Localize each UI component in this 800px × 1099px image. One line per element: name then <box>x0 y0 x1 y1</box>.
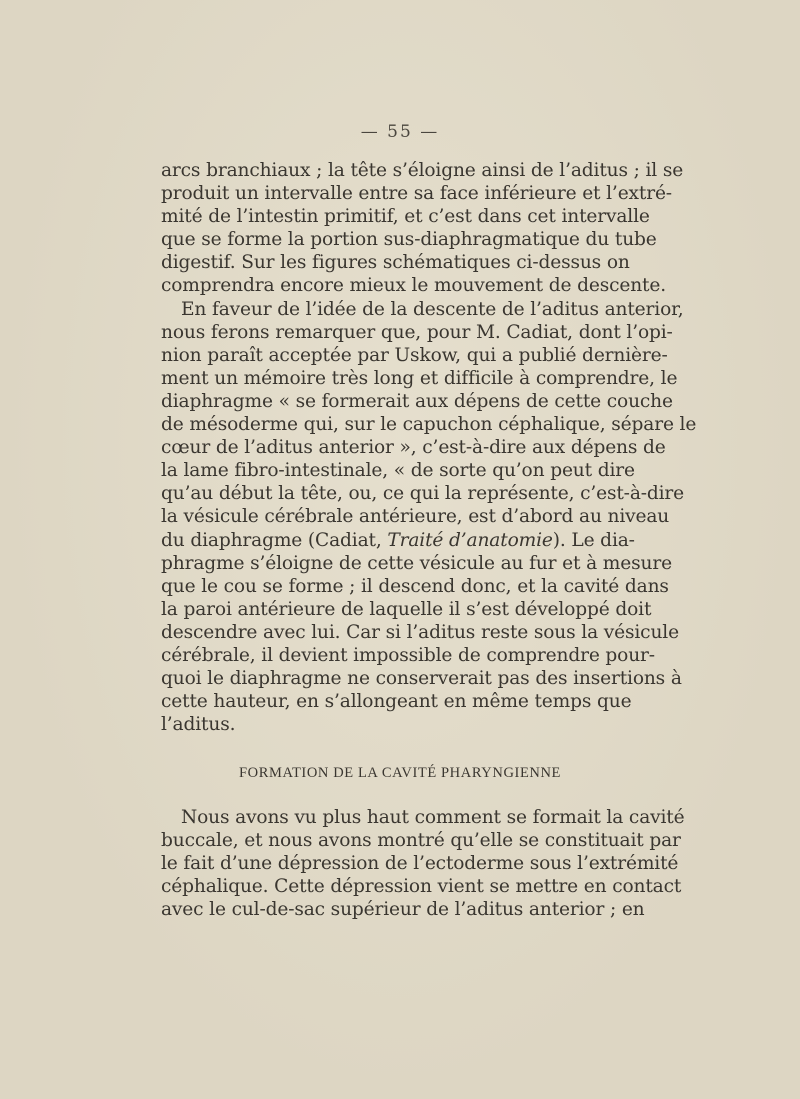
text-line: digestif. Sur les figures schématiques ci-dessus on <box>161 252 630 274</box>
text-line: qu’au début la tête, ou, ce qui la représente, c’est-à-dire <box>161 483 685 505</box>
text-line: avec le cul-de-sac supérieur de l’aditus anterior ; en <box>161 899 645 921</box>
text-line: cœur de l’aditus anterior », c’est-à-dire aux dépens de <box>161 437 666 459</box>
text-line: que se forme la portion sus-diaphragmatique du tube <box>161 229 657 251</box>
text-line: descendre avec lui. Car si l’aditus reste sous la vésicule <box>161 621 679 643</box>
text-line: mité de l’intestin primitif, et c’est dans cet intervalle <box>161 206 650 228</box>
text-line: nous ferons remarquer que, pour M. Cadiat, dont l’opi- <box>161 321 673 343</box>
text-line: phragme s’éloigne de cette vésicule au fur et à mesure <box>161 552 672 574</box>
text-line: céphalique. Cette dépression vient se mettre en contact <box>161 876 682 898</box>
text-line: cérébrale, il devient impossible de comprendre pour- <box>161 644 655 666</box>
text-line: l’aditus. <box>161 714 236 736</box>
body-text-bottom <box>161 806 685 921</box>
text-line-citation <box>161 529 635 552</box>
citation-after: ). Le dia- <box>552 529 635 551</box>
text-line: diaphragme « se formerait aux dépens de cette couche <box>161 390 673 412</box>
text-line: Nous avons vu plus haut comment se formait la cavité <box>181 807 685 828</box>
text-line: buccale, et nous avons montré qu’elle se constituait par <box>161 830 681 852</box>
citation-before: du diaphragme (Cadiat, <box>161 529 388 551</box>
text-line: le fait d’une dépression de l’ectoderme sous l’extrémité <box>161 853 679 875</box>
text-line: ment un mémoire très long et difficile à comprendre, le <box>161 367 678 389</box>
citation-title: Traité d’anatomie <box>387 529 553 551</box>
text-line: arcs branchiaux ; la tête s’éloigne ainsi de l’aditus ; il se <box>161 160 684 181</box>
page-number: — 55 — <box>360 122 440 142</box>
text-line: la paroi antérieure de laquelle il s’est développé doit <box>161 598 652 620</box>
text-line: cette hauteur, en s’allongeant en même temps que <box>161 691 632 713</box>
text-line: produit un intervalle entre sa face inférieure et l’extré- <box>161 183 672 205</box>
section-heading: FORMATION DE LA CAVITÉ PHARYNGIENNE <box>238 765 562 781</box>
body-text-top <box>161 159 697 736</box>
text-line: la lame fibro-intestinale, « de sorte qu’on peut dire <box>161 460 635 482</box>
text-line: comprendra encore mieux le mouvement de descente. <box>161 275 666 297</box>
text-line: la vésicule cérébrale antérieure, est d’abord au niveau <box>161 506 670 528</box>
text-line: nion paraît acceptée par Uskow, qui a publié dernière- <box>161 344 668 366</box>
text-line: quoi le diaphragme ne conserverait pas des insertions à <box>161 668 682 690</box>
text-line: de mésoderme qui, sur le capuchon céphalique, sépare le <box>161 414 697 436</box>
text-line: En faveur de l’idée de la descente de l’aditus anterior, <box>181 298 684 320</box>
text-line: que le cou se forme ; il descend donc, et la cavité dans <box>161 575 669 597</box>
